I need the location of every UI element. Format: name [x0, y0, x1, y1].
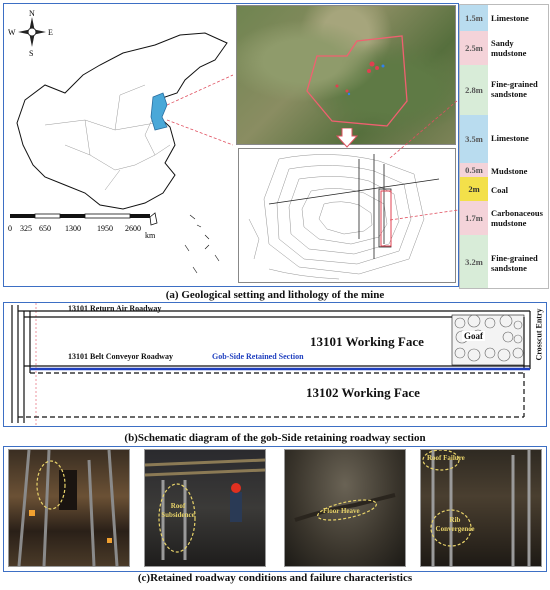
photo-roadway-1: [8, 449, 130, 567]
compass-e: E: [48, 28, 53, 37]
compass-s: S: [29, 49, 34, 58]
photo-floor-heave: [284, 449, 406, 567]
label-face-13101: 13101 Working Face: [310, 334, 424, 349]
photo-roof-subsidence: [144, 449, 266, 567]
litho-label-4: Limestone: [491, 133, 529, 143]
label-crosscut: Crosscut Entry: [534, 308, 544, 361]
label-belt-conveyor: 13101 Belt Conveyor Roadway: [68, 352, 173, 361]
litho-band-5: 0.5m: [460, 163, 488, 177]
litho-label-5: Mudstone: [491, 166, 528, 176]
compass-w: W: [8, 28, 16, 37]
litho-band-4: 3.5m: [460, 115, 488, 163]
caption-c: (c)Retained roadway conditions and failure characteristics: [137, 572, 413, 584]
photo-roof-failure: [420, 449, 542, 567]
scale-tick-0: 0: [8, 224, 12, 233]
scale-tick-3: 1300: [65, 224, 81, 233]
litho-band-6: 2m: [460, 177, 488, 201]
scale-unit: km: [145, 231, 156, 240]
roadway-schematic: [4, 303, 544, 425]
label-roof-failure: Roof Failure: [427, 454, 465, 462]
litho-label-3: Fine-grained sandstone: [491, 79, 538, 99]
litho-band-3: 2.8m: [460, 65, 488, 115]
caption-b: (b)Schematic diagram of the gob-Side retaining roadway section: [124, 432, 426, 444]
litho-band-1: 1.5m: [460, 5, 488, 31]
litho-label-6: Coal: [491, 185, 508, 195]
litho-band-7: 1.7m: [460, 201, 488, 235]
scale-tick-2: 650: [39, 224, 51, 233]
label-floor-heave: Floor Heave: [323, 507, 360, 515]
scale-tick-4: 1950: [97, 224, 113, 233]
caption-a: (a) Geological setting and lithology of the mine: [165, 289, 385, 301]
label-face-13102: 13102 Working Face: [306, 385, 420, 400]
litho-band-8: 3.2m: [460, 235, 488, 288]
label-return-air: 13101 Return Air Roadway: [68, 304, 162, 313]
litho-label-2: Sandy mudstone: [491, 38, 527, 58]
litho-label-1: Limestone: [491, 13, 529, 23]
compass-icon: [18, 17, 46, 47]
litho-label-8: Fine-grained sandstone: [491, 253, 538, 273]
label-retained-section: Gob-Side Retained Section: [212, 352, 304, 361]
scale-tick-1: 325: [20, 224, 32, 233]
scale-bar: [10, 214, 150, 218]
connector-lines: [150, 90, 460, 240]
label-roof-subsidence: Roof Subsidence: [161, 502, 195, 519]
scale-tick-5: 2600: [125, 224, 141, 233]
compass-n: N: [29, 9, 35, 18]
label-rib-convergence: Rib Convergence: [435, 516, 475, 533]
litho-label-7: Carbonaceous mudstone: [491, 208, 543, 228]
lithology-column: [459, 4, 549, 289]
litho-band-2: 2.5m: [460, 31, 488, 65]
label-goaf: Goaf: [464, 331, 483, 341]
